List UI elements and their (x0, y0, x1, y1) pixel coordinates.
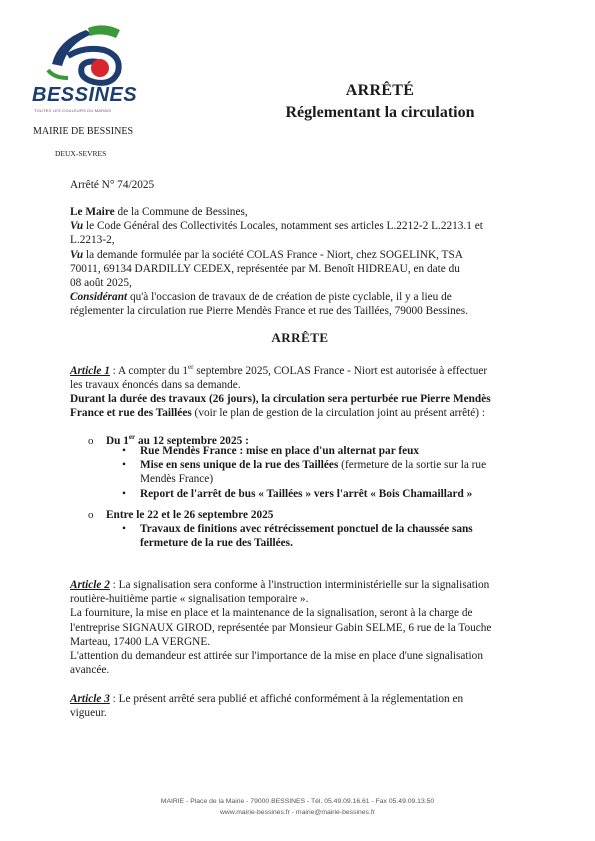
logo-name: BESSINES (32, 84, 138, 106)
article-2-line6: L'attention du demandeur est attirée sur l'importance de la mise en place d'une signalisation (70, 650, 483, 663)
footer-address: MAIRIE - Place de la Mairie - 79000 BESSINES - Tél. 05.49.09.16.61 - Fax 05.49.09.13.50 (160, 798, 435, 805)
article-2-line7: avancée. (70, 664, 110, 677)
arrete-heading: ARRÊTE (271, 330, 329, 345)
article-2-label: Article 2 (70, 579, 110, 591)
bullet-icon: • (122, 523, 126, 535)
period-2-label: Entre le 22 et le 26 septembre 2025 (106, 509, 274, 521)
period-1-items (122, 444, 532, 501)
p2-line1: Travaux de finitions avec rétrécissement ponctuel de la chaussée sans (140, 523, 473, 535)
vu1-line1: le Code Général des Collectivités Locales, notamment ses articles L.2212-2 L.2213.1 et (83, 220, 483, 233)
considerant-line1: qu'à l'occasion de travaux de de création de piste cyclable, il y a lieu de (127, 291, 452, 304)
p1-item-2-cont: Mendès France) (140, 473, 214, 486)
p2-line2: fermeture de la rue des Taillées. (140, 537, 293, 550)
circle-bullet-icon: o (88, 509, 94, 521)
article-3-line2: vigueur. (70, 707, 107, 720)
vu1-label: Vu (70, 220, 84, 233)
p1-item-3: Report de l'arrêt de bus « Taillées » vers l'arrêt « Bois Chamaillard » (140, 487, 473, 500)
vu2-line3: 08 août 2025, (70, 277, 132, 290)
article-1-sup: er (188, 363, 194, 371)
article-1-rest2: (voir le plan de gestion de la circulation joint au présent arrêté) : (191, 407, 486, 420)
article-2-line3: La fourniture, la mise en place et la maintenance de la signalisation, seront à la charge de (70, 607, 473, 620)
article-1-bold2: France et rue des Taillées (70, 407, 192, 420)
vu1-line2: L.2213-2, (70, 234, 115, 247)
bessines-emblem-icon (28, 20, 140, 90)
bullet-icon: • (122, 459, 126, 472)
vu2-label: Vu (70, 248, 84, 261)
period-2-items (122, 522, 532, 550)
article-3-line1: : Le présent arrêté sera publié et affiché conformément à la réglementation en (109, 693, 464, 705)
p1-item-2-rest: (fermeture de la sortie sur la rue (338, 459, 487, 472)
page-title: ARRÊTÉ (345, 82, 415, 99)
article-2 (70, 578, 530, 677)
p1-item-2: Mise en sens unique de la rue des Taillées (140, 459, 339, 472)
p1-item-1: Rue Mendès France : mise en place d'un alternat par feux (140, 445, 420, 457)
article-3-label: Article 3 (70, 693, 110, 705)
period-1-a: Du 1 (106, 434, 129, 447)
maire-text: de la Commune de Bessines, (114, 206, 248, 218)
vu2-line2: 70011, 69134 DARDILLY CEDEX, représentée par M. Benoît HIDREAU, en date du (70, 262, 460, 275)
arrete-reference: Arrêté N° 74/2025 (70, 179, 155, 191)
article-3 (70, 692, 530, 720)
vu2-line1: la demande formulée par la société COLAS France - Niort, chez SOGELINK, TSA (83, 248, 463, 261)
mairie-label: MAIRIE DE BESSINES (33, 126, 134, 137)
article-1-line1b: septembre 2025, COLAS France - Niort est autorisée à effectuer (193, 364, 488, 377)
logo (28, 20, 140, 120)
considerant-label: Considérant (70, 291, 128, 304)
bullet-icon: • (122, 445, 126, 457)
article-2-line5: Marteau, 17400 LA VERGNE. (70, 635, 211, 648)
page-subtitle: Réglementant la circulation (285, 104, 475, 121)
logo-tagline: TOUTES LES COULEURS DU MARAIS (34, 108, 112, 113)
article-2-line2: routière-huitième partie « signalisation temporaire ». (70, 593, 309, 606)
article-1-label: Article 1 (70, 364, 110, 377)
article-2-line4: l'entreprise SIGNAUX GIROD, représentée par Monsieur Gabin SELME, 6 rue de la Touche (70, 621, 492, 634)
bullet-icon: • (122, 487, 126, 500)
maire-bold: Le Maire (70, 206, 115, 218)
article-1-line1a: : A compter du 1 (109, 364, 188, 377)
article-1-line2: les travaux énoncés dans sa demande. (70, 378, 241, 391)
footer-web: www.mairie-bessines.fr - mairie@mairie-bessines.fr (220, 809, 375, 816)
period-2 (88, 508, 528, 522)
period-1-b: au 12 septembre 2025 : (135, 434, 249, 447)
article-2-line1: : La signalisation sera conforme à l'instruction interministérielle sur la signalisation (109, 579, 490, 591)
period-1-sup: er (128, 433, 136, 441)
article-1 (70, 360, 530, 421)
preamble (70, 205, 526, 319)
article-1-bold1: Durant la durée des travaux (26 jours), la circulation sera perturbée rue Pierre Mendès (70, 393, 491, 406)
dept-label: DEUX-SEVRES (55, 149, 107, 158)
considerant-line2: réglementer la circulation rue Pierre Mendès France et rue des Taillées, 79000 Bessines. (70, 305, 469, 318)
circle-bullet-icon: o (88, 434, 94, 447)
